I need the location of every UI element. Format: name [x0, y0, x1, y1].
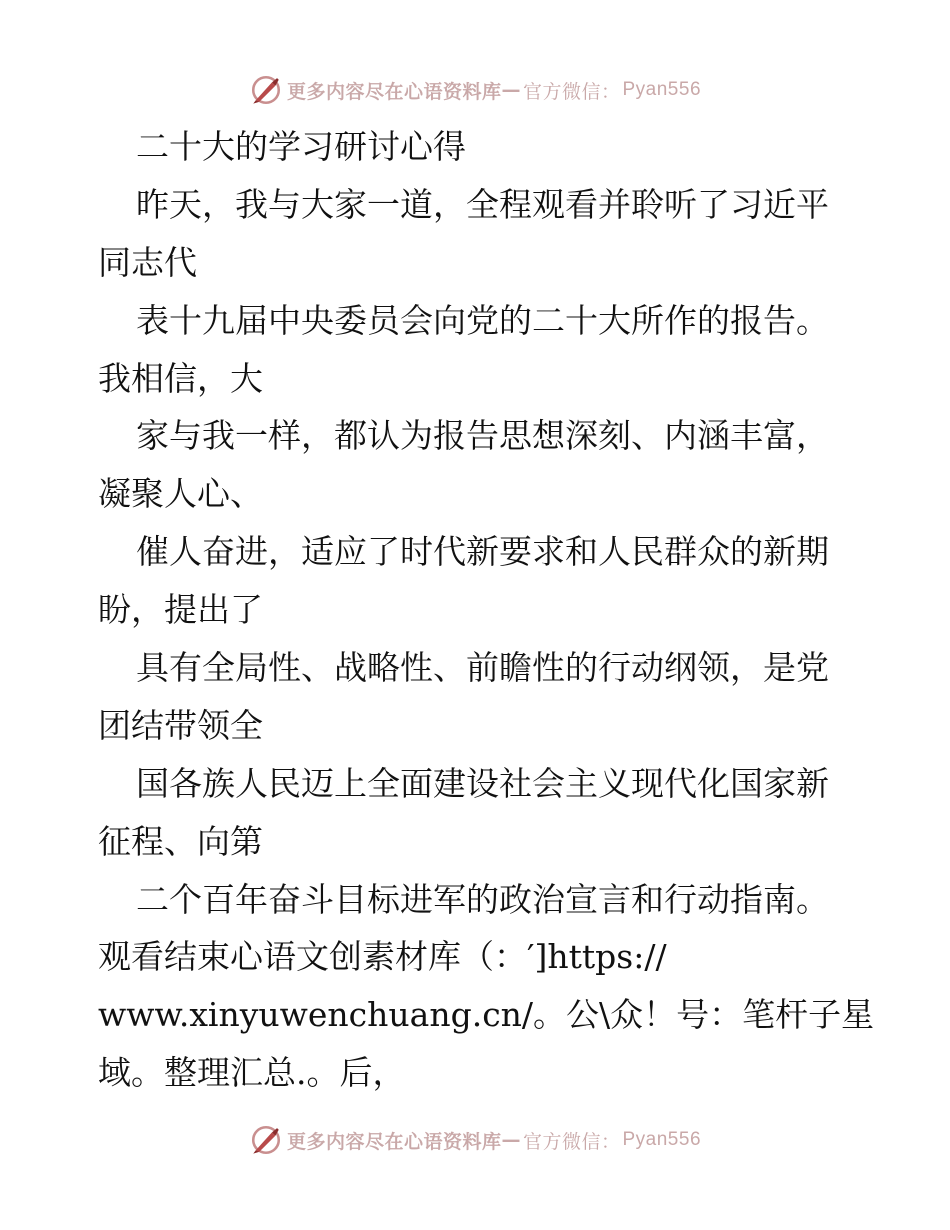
- header-promo-text: 更多内容尽在心语资料库: [286, 80, 502, 103]
- pen-logo-icon: [249, 73, 283, 107]
- header-wechat-id: Pyan556: [622, 79, 702, 100]
- document-line: 凝聚人心、: [98, 474, 263, 514]
- document-line: 国各族人民迈上全面建设社会主义现代化国家新: [136, 763, 829, 803]
- document-line: 同志代: [98, 242, 197, 282]
- footer-wechat-label: 官方微信：: [522, 1130, 621, 1153]
- document-title: 二十大的学习研讨心得: [136, 127, 466, 166]
- document-body: [98, 118, 875, 1102]
- document-line: 域。整理汇总.。后，: [98, 1053, 406, 1093]
- footer-banner: [0, 1120, 950, 1160]
- document-line: www.xinyuwenchuang.cn/。公\众！号：笔杆子星: [98, 995, 875, 1035]
- document-line: 盼，提出了: [98, 590, 263, 630]
- document-line: 催人奋进，适应了时代新要求和人民群众的新期: [136, 532, 829, 572]
- document-line: 团结带领全: [98, 705, 263, 745]
- document-line: 表十九届中央委员会向党的二十大所作的报告。: [136, 300, 829, 340]
- footer-wechat-id: Pyan556: [622, 1129, 702, 1150]
- header-banner: [0, 70, 950, 110]
- header-wechat-label: 官方微信：: [522, 80, 621, 103]
- document-line: 家与我一样，都认为报告思想深刻、内涵丰富，: [136, 416, 829, 456]
- document-line: 观看结束心语文创素材库（：′]https://: [98, 937, 667, 977]
- header-dash: —: [501, 79, 521, 101]
- footer-promo-text: 更多内容尽在心语资料库: [286, 1130, 502, 1153]
- pen-logo-icon: [249, 1123, 283, 1157]
- footer-dash: —: [501, 1129, 521, 1151]
- document-line: 我相信，大: [98, 358, 263, 398]
- document-line: 具有全局性、战略性、前瞻性的行动纲领，是党: [136, 648, 829, 688]
- document-line: 昨天，我与大家一道，全程观看并聆听了习近平: [136, 184, 829, 224]
- document-line: 征程、向第: [98, 821, 263, 861]
- document-line: 二个百年奋斗目标进军的政治宣言和行动指南。: [136, 879, 829, 919]
